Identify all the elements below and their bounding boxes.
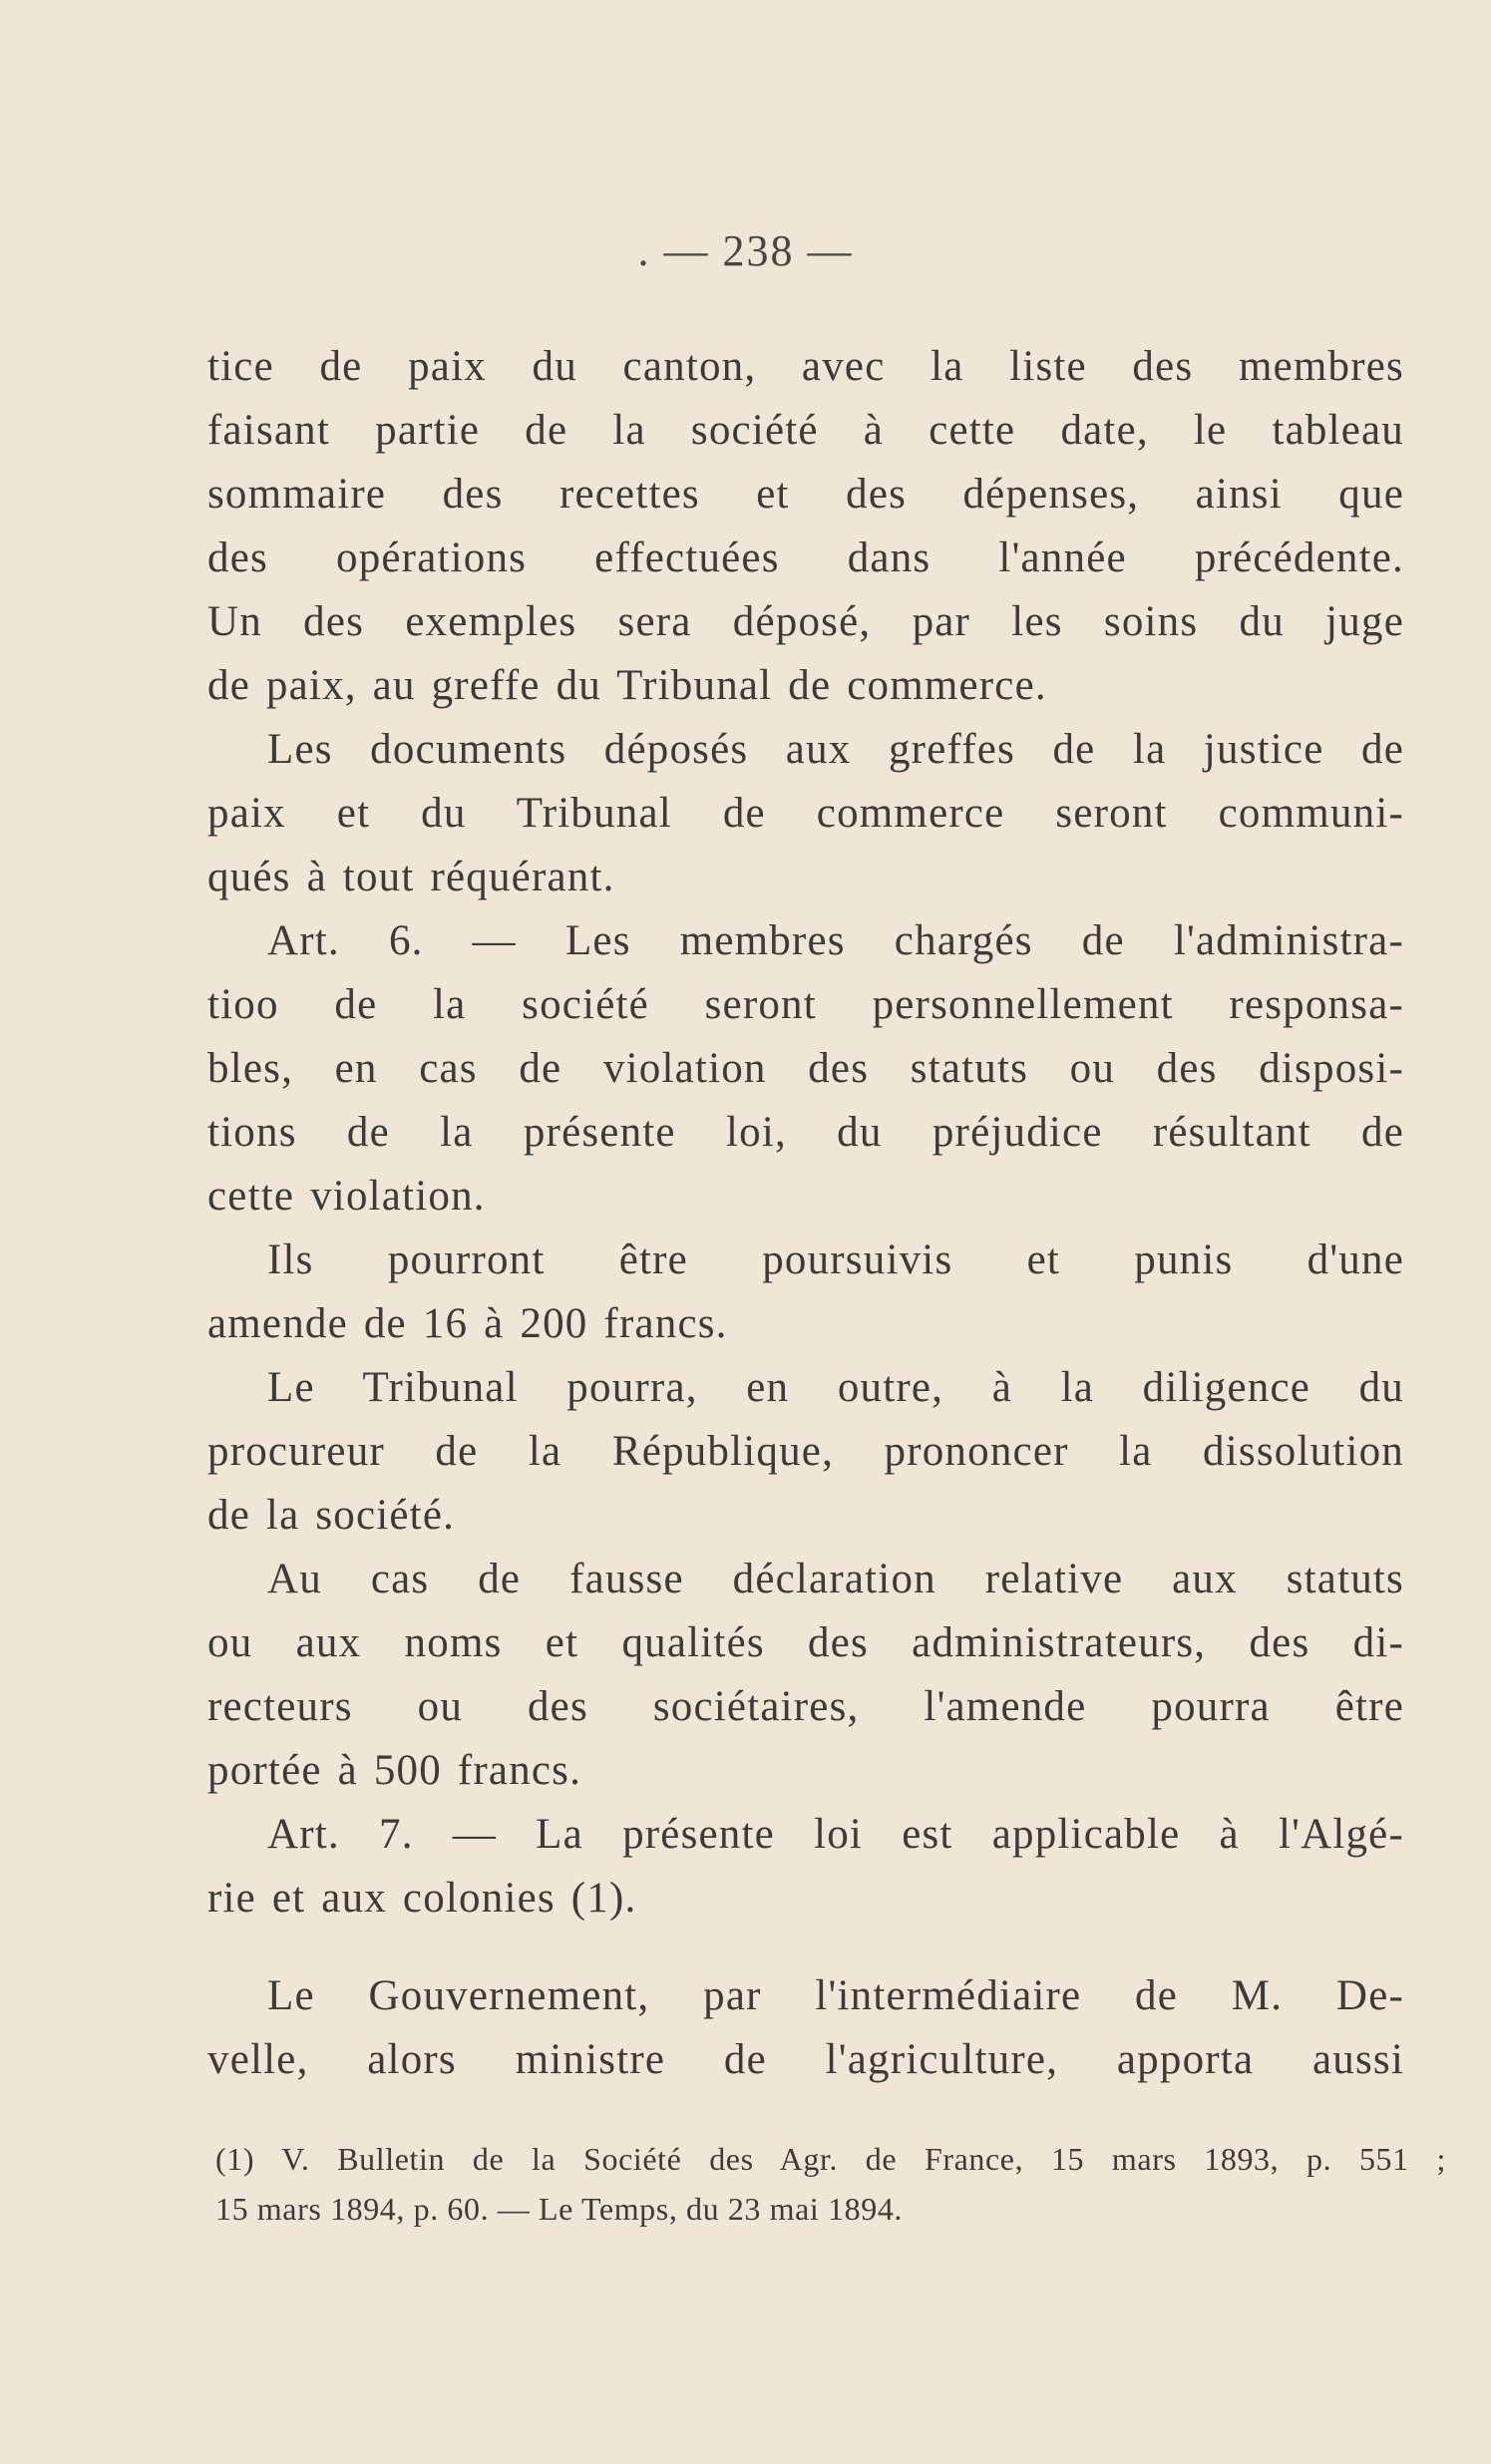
text-line: tions de la présente loi, du préjudice résultant de — [207, 1109, 1404, 1156]
text-line: faisant partie de la société à cette date, le tableau — [207, 407, 1404, 454]
article-7-heading-line: Art. 7. — La présente loi est applicable à l'Algé- — [267, 1811, 1404, 1858]
text-line: ou aux noms et qualités des administrateurs, des di- — [207, 1619, 1404, 1666]
footnote-line: (1) V. Bulletin de la Société des Agr. de France, 15 mars 1893, p. 551 ; — [215, 2141, 1446, 2177]
text-line: recteurs ou des sociétaires, l'amende pourra être — [207, 1683, 1404, 1730]
text-line: Le Tribunal pourra, en outre, à la diligence du — [267, 1364, 1404, 1411]
text-line: de paix, au greffe du Tribunal de commerce. — [207, 662, 1047, 709]
text-line: Les documents déposés aux greffes de la justice de — [267, 726, 1404, 773]
text-line: cette violation. — [207, 1173, 486, 1220]
text-line: velle, alors ministre de l'agriculture, apporta aussi — [207, 2036, 1404, 2083]
page-number: . — 238 — — [637, 226, 854, 275]
text-line: rie et aux colonies (1). — [207, 1875, 637, 1922]
text-line: portée à 500 francs. — [207, 1747, 582, 1794]
text-line: Le Gouvernement, par l'intermédiaire de M. De- — [267, 1972, 1404, 2019]
text-line: Un des exemples sera déposé, par les soins du juge — [207, 598, 1404, 645]
text-line: paix et du Tribunal de commerce seront communi- — [207, 790, 1404, 837]
text-line: qués à tout réquérant. — [207, 854, 615, 900]
text-line: sommaire des recettes et des dépenses, ainsi que — [207, 471, 1404, 518]
text-line: tioo de la société seront personnellement responsa- — [207, 981, 1404, 1028]
footnote-line: 15 mars 1894, p. 60. — Le Temps, du 23 mai 1894. — [215, 2191, 904, 2227]
article-6-heading-line: Art. 6. — Les membres chargés de l'administra- — [267, 917, 1404, 964]
text-line: Au cas de fausse déclaration relative aux statuts — [267, 1556, 1404, 1602]
text-line: Ils pourront être poursuivis et punis d'une — [267, 1236, 1404, 1283]
footnotes — [215, 2134, 1446, 2234]
text-line: bles, en cas de violation des statuts ou des disposi- — [207, 1045, 1404, 1092]
text-line: tice de paix du canton, avec la liste des membres — [207, 343, 1404, 390]
paragraph-gap — [207, 1931, 1404, 1964]
body-text — [207, 335, 1404, 2092]
text-line: amende de 16 à 200 francs. — [207, 1300, 728, 1347]
text-line: des opérations effectuées dans l'année précédente. — [207, 534, 1404, 581]
text-line: procureur de la République, prononcer la dissolution — [207, 1428, 1404, 1475]
text-line: de la société. — [207, 1492, 456, 1539]
